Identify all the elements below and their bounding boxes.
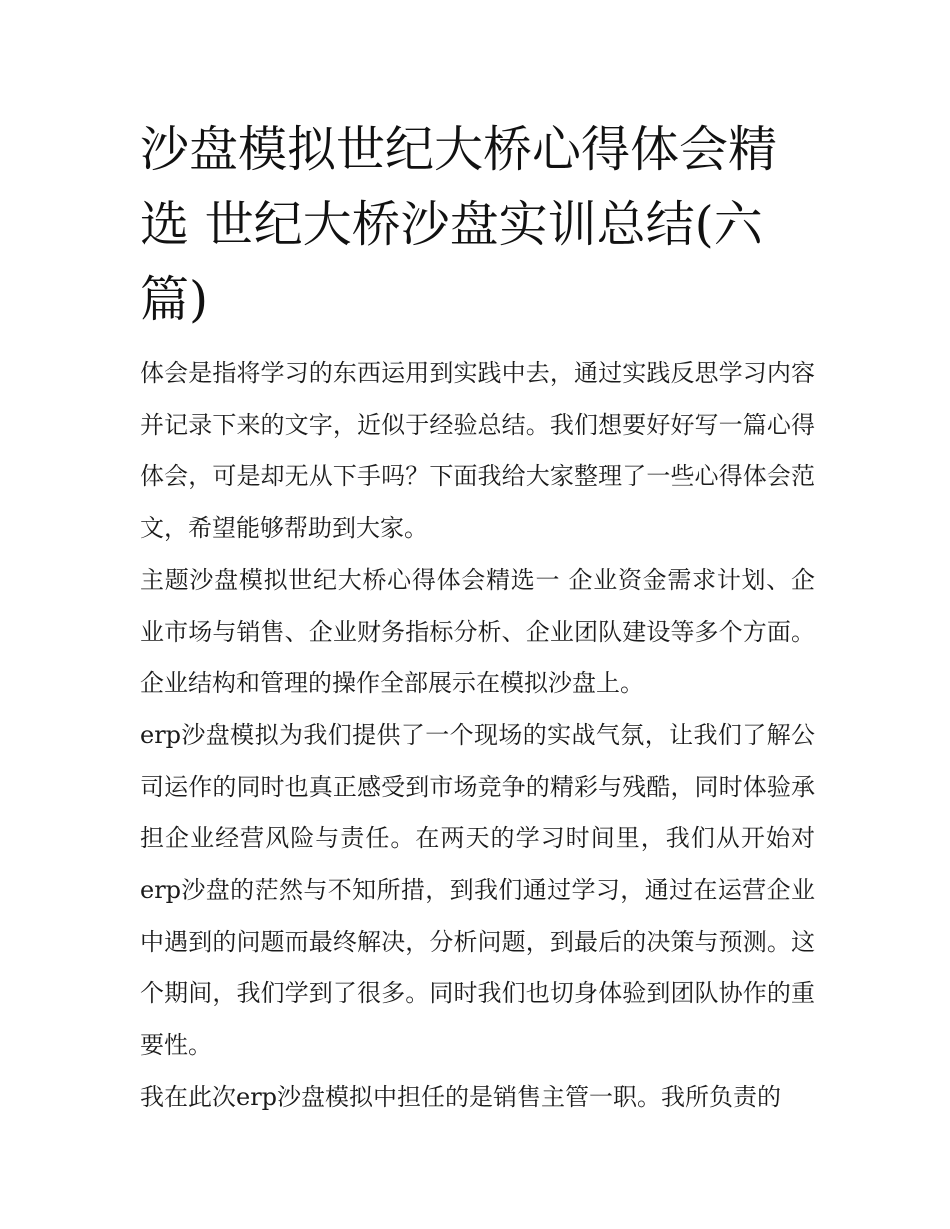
- paragraph-topic: 主题沙盘模拟世纪大桥心得体会精选一 企业资金需求计划、企业市场与销售、企业财务指标分析、企业团队建设等多个方面。企业结构和管理的操作全部展示在模拟沙盘上。: [140, 565, 815, 698]
- paragraph-sales-role: 我在此次erp沙盘模拟中担任的是销售主管一职。我所负责的: [140, 1082, 782, 1111]
- document-content: [140, 112, 815, 1124]
- document-title: 沙盘模拟世纪大桥心得体会精选 世纪大桥沙盘实训总结(六篇): [140, 121, 778, 328]
- paragraph-intro: 体会是指将学习的东西运用到实践中去，通过实践反思学习内容并记录下来的文字，近似于经验总结。我们想要好好写一篇心得体会，可是却无从下手吗？下面我给大家整理了一些心得体会范文，希望能够帮助到大家。: [140, 359, 815, 543]
- paragraph-erp-experience: erp沙盘模拟为我们提供了一个现场的实战气氛，让我们了解公司运作的同时也真正感受到市场竞争的精彩与残酷，同时体验承担企业经营风险与责任。在两天的学习时间里，我们从开始对erp沙盘的茫然与不知所措，到我们通过学习，通过在运营企业中遇到的问题而最终解决，分析问题，到最后的决策与预测。这个期间，我们学到了很多。同时我们也切身体验到团队协作的重要性。: [140, 720, 815, 1060]
- document-body: [140, 348, 815, 1124]
